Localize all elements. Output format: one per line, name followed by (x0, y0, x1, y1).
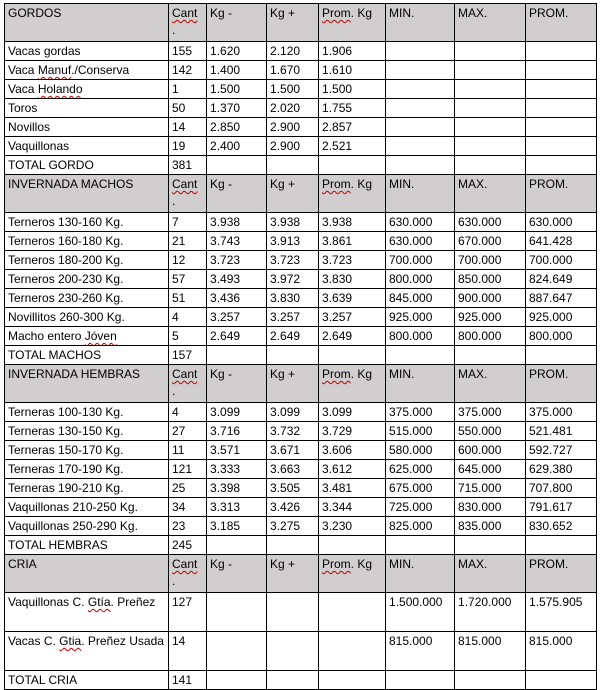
empty-cell (207, 156, 267, 175)
column-header: MAX. (455, 175, 526, 213)
row-value: 2.900 (267, 118, 319, 137)
row-label: Terneras 150-170 Kg. (5, 441, 169, 460)
row-value: 57 (169, 270, 207, 289)
row-value: 27 (169, 422, 207, 441)
row-value: 670.000 (455, 232, 526, 251)
column-header: MIN. (386, 175, 455, 213)
row-value: 2.521 (319, 137, 386, 156)
row-value: 925.000 (526, 308, 597, 327)
row-value: 2.857 (319, 118, 386, 137)
column-header: Kg + (267, 555, 319, 593)
row-value: 3.426 (267, 498, 319, 517)
row-value (386, 80, 455, 99)
column-header: Prom. Kg (319, 365, 386, 403)
row-label: Vacas gordas (5, 42, 169, 61)
row-value: 1.500 (319, 80, 386, 99)
row-value (526, 61, 597, 80)
row-label: Terneras 170-190 Kg. (5, 460, 169, 479)
row-value: 3.481 (319, 479, 386, 498)
column-header: PROM. (526, 555, 597, 593)
row-value: 12 (169, 251, 207, 270)
row-value (455, 137, 526, 156)
row-label: Novillitos 260-300 Kg. (5, 308, 169, 327)
row-label: Terneros 230-260 Kg. (5, 289, 169, 308)
row-value: 1 (169, 80, 207, 99)
empty-cell (319, 536, 386, 555)
row-value: 2.120 (267, 42, 319, 61)
row-value (267, 593, 319, 632)
empty-cell (386, 346, 455, 365)
row-value: 2.020 (267, 99, 319, 118)
row-label: Terneras 190-210 Kg. (5, 479, 169, 498)
row-value: 3.099 (319, 403, 386, 422)
total-value: 381 (169, 156, 207, 175)
row-value: 3.257 (207, 308, 267, 327)
row-value: 3.671 (267, 441, 319, 460)
empty-cell (319, 346, 386, 365)
section-header-row (5, 555, 597, 593)
row-value: 2.900 (267, 137, 319, 156)
row-value: 375.000 (386, 403, 455, 422)
row-value: 3.313 (207, 498, 267, 517)
row-value (455, 42, 526, 61)
empty-cell (455, 156, 526, 175)
row-value: 824.649 (526, 270, 597, 289)
table-row (5, 327, 597, 346)
row-value: 580.000 (386, 441, 455, 460)
row-value: 641.428 (526, 232, 597, 251)
row-value: 700.000 (386, 251, 455, 270)
row-value: 675.000 (386, 479, 455, 498)
spellcheck-word: Cant (172, 177, 198, 191)
section-title: INVERNADA HEMBRAS (5, 365, 169, 403)
row-value: 3.344 (319, 498, 386, 517)
table-row (5, 308, 597, 327)
row-value: 3.612 (319, 460, 386, 479)
row-value (526, 137, 597, 156)
total-row (5, 346, 597, 365)
column-header: Cant . (169, 365, 207, 403)
table-row (5, 61, 597, 80)
row-value: 815.000 (526, 632, 597, 671)
row-label: Terneras 130-150 Kg. (5, 422, 169, 441)
column-header: Prom. Kg (319, 555, 386, 593)
row-label: Toros (5, 99, 169, 118)
row-value (319, 632, 386, 671)
row-value: 887.647 (526, 289, 597, 308)
row-label: Terneros 130-160 Kg. (5, 213, 169, 232)
row-value: 3.743 (207, 232, 267, 251)
row-value: 1.500 (267, 80, 319, 99)
row-value: 900.000 (455, 289, 526, 308)
total-label: TOTAL MACHOS (5, 346, 169, 365)
row-value: 4 (169, 308, 207, 327)
total-value: 245 (169, 536, 207, 555)
row-label: Vaquillonas 250-290 Kg. (5, 517, 169, 536)
row-label: Terneros 200-230 Kg. (5, 270, 169, 289)
row-value: 600.000 (455, 441, 526, 460)
row-value: 4 (169, 403, 207, 422)
column-header: MAX. (455, 365, 526, 403)
row-value: 3.230 (319, 517, 386, 536)
row-value: 3.571 (207, 441, 267, 460)
total-label: TOTAL HEMBRAS (5, 536, 169, 555)
row-value: 155 (169, 42, 207, 61)
row-label: Vaquillonas C. Gtía. Preñez (5, 593, 169, 632)
row-value: 2.649 (267, 327, 319, 346)
column-header: Kg - (207, 365, 267, 403)
spellcheck-word: Cant (172, 367, 198, 381)
row-value: 521.481 (526, 422, 597, 441)
row-value (386, 118, 455, 137)
row-value: 845.000 (386, 289, 455, 308)
row-value (455, 80, 526, 99)
column-header: PROM. (526, 175, 597, 213)
row-value (455, 61, 526, 80)
column-header: MIN. (386, 4, 455, 42)
row-value: 815.000 (455, 632, 526, 671)
table-row (5, 270, 597, 289)
row-value: 121 (169, 460, 207, 479)
row-value: 592.727 (526, 441, 597, 460)
column-header: PROM. (526, 4, 597, 42)
table-row (5, 137, 597, 156)
row-value: 3.938 (319, 213, 386, 232)
row-value: 925.000 (386, 308, 455, 327)
row-value: 3.493 (207, 270, 267, 289)
spellcheck-word: Cant (172, 557, 198, 571)
row-value: 3.723 (207, 251, 267, 270)
empty-cell (526, 536, 597, 555)
row-value: 850.000 (455, 270, 526, 289)
table-row (5, 289, 597, 308)
table-row (5, 479, 597, 498)
column-header: Cant . (169, 175, 207, 213)
row-value (526, 118, 597, 137)
row-value: 630.000 (526, 213, 597, 232)
spellcheck-word: Gtia (59, 634, 82, 648)
row-value: 1.610 (319, 61, 386, 80)
empty-cell (386, 156, 455, 175)
column-header: Kg - (207, 175, 267, 213)
row-label: Vaca Holando (5, 80, 169, 99)
row-label: Terneras 100-130 Kg. (5, 403, 169, 422)
row-value: 800.000 (386, 327, 455, 346)
row-value: 3.257 (319, 308, 386, 327)
row-value: 630.000 (455, 213, 526, 232)
empty-cell (526, 156, 597, 175)
spellcheck-word: Prom (322, 6, 351, 20)
table-row (5, 232, 597, 251)
empty-cell (267, 671, 319, 690)
table-row (5, 441, 597, 460)
spellcheck-word: Holando (37, 82, 83, 96)
empty-cell (526, 346, 597, 365)
row-label: Novillos (5, 118, 169, 137)
row-value: 3.723 (319, 251, 386, 270)
total-row (5, 671, 597, 690)
row-value (386, 137, 455, 156)
row-label: Macho entero Jóven (5, 327, 169, 346)
row-value: 1.500.000 (386, 593, 455, 632)
empty-cell (455, 671, 526, 690)
row-value: 2.649 (319, 327, 386, 346)
row-value: 645.000 (455, 460, 526, 479)
row-value: 3.729 (319, 422, 386, 441)
section-title: CRIA (5, 555, 169, 593)
total-label: TOTAL GORDO (5, 156, 169, 175)
row-value: 142 (169, 61, 207, 80)
row-value: 630.000 (386, 213, 455, 232)
column-header: Kg + (267, 175, 319, 213)
row-value: 630.000 (386, 232, 455, 251)
total-value: 157 (169, 346, 207, 365)
total-label: TOTAL CRIA (5, 671, 169, 690)
row-value: 830.652 (526, 517, 597, 536)
row-value: 375.000 (526, 403, 597, 422)
row-value: 3.099 (267, 403, 319, 422)
spellcheck-word: Prom (322, 557, 351, 571)
empty-cell (207, 671, 267, 690)
row-value: 7 (169, 213, 207, 232)
row-value: 3.732 (267, 422, 319, 441)
row-value: 11 (169, 441, 207, 460)
row-label: Vacas C. Gtia. Preñez Usada (5, 632, 169, 671)
empty-cell (207, 346, 267, 365)
row-value: 3.185 (207, 517, 267, 536)
table-row (5, 593, 597, 632)
row-value (207, 632, 267, 671)
row-value: 725.000 (386, 498, 455, 517)
empty-cell (386, 536, 455, 555)
row-value: 3.398 (207, 479, 267, 498)
row-value: 800.000 (526, 327, 597, 346)
row-value: 830.000 (455, 498, 526, 517)
row-value: 3.505 (267, 479, 319, 498)
column-header: MIN. (386, 365, 455, 403)
empty-cell (319, 671, 386, 690)
spellcheck-word: Prom (322, 367, 351, 381)
empty-cell (455, 536, 526, 555)
row-value (526, 99, 597, 118)
column-header: MAX. (455, 555, 526, 593)
empty-cell (455, 346, 526, 365)
spellcheck-word: Jóven (84, 329, 117, 343)
row-value (267, 632, 319, 671)
row-value: 3.275 (267, 517, 319, 536)
table-row (5, 99, 597, 118)
column-header: Kg + (267, 365, 319, 403)
row-value (455, 118, 526, 137)
row-value: 1.906 (319, 42, 386, 61)
table-row (5, 118, 597, 137)
column-header: MIN. (386, 555, 455, 593)
row-label: Vaca Manuf./Conserva (5, 61, 169, 80)
row-label: Vaquillonas (5, 137, 169, 156)
row-value: 3.257 (267, 308, 319, 327)
row-value (526, 42, 597, 61)
total-value: 141 (169, 671, 207, 690)
row-value: 629.380 (526, 460, 597, 479)
empty-cell (207, 536, 267, 555)
row-value: 825.000 (386, 517, 455, 536)
row-value: 835.000 (455, 517, 526, 536)
row-value: 3.333 (207, 460, 267, 479)
empty-cell (267, 346, 319, 365)
row-value: 1.720.000 (455, 593, 526, 632)
table-row (5, 403, 597, 422)
row-value: 3.099 (207, 403, 267, 422)
empty-cell (526, 671, 597, 690)
row-value: 1.670 (267, 61, 319, 80)
row-value: 1.500 (207, 80, 267, 99)
row-value: 51 (169, 289, 207, 308)
spellcheck-word: Prom (322, 177, 351, 191)
row-value: 715.000 (455, 479, 526, 498)
table-row (5, 498, 597, 517)
table-row (5, 460, 597, 479)
table-row (5, 632, 597, 671)
row-value: 3.716 (207, 422, 267, 441)
row-value: 3.663 (267, 460, 319, 479)
spellcheck-word: Manuf (37, 63, 72, 77)
section-title: GORDOS (5, 4, 169, 42)
table-row (5, 213, 597, 232)
row-value: 515.000 (386, 422, 455, 441)
row-value: 700.000 (455, 251, 526, 270)
column-header: Cant . (169, 555, 207, 593)
table-row (5, 517, 597, 536)
row-value (526, 80, 597, 99)
row-value: 800.000 (455, 327, 526, 346)
empty-cell (267, 156, 319, 175)
column-header: Prom. Kg (319, 175, 386, 213)
row-value: 14 (169, 118, 207, 137)
row-label: Terneros 180-200 Kg. (5, 251, 169, 270)
section-header-row (5, 175, 597, 213)
empty-cell (319, 156, 386, 175)
row-value: 50 (169, 99, 207, 118)
row-value: 550.000 (455, 422, 526, 441)
row-value: 34 (169, 498, 207, 517)
row-label: Terneros 160-180 Kg. (5, 232, 169, 251)
row-value: 791.617 (526, 498, 597, 517)
table-row (5, 80, 597, 99)
empty-cell (386, 671, 455, 690)
column-header: Kg - (207, 4, 267, 42)
table-row (5, 42, 597, 61)
row-value: 925.000 (455, 308, 526, 327)
row-value: 1.755 (319, 99, 386, 118)
total-row (5, 536, 597, 555)
row-value: 1.620 (207, 42, 267, 61)
spellcheck-word: Cant (172, 6, 198, 20)
total-row (5, 156, 597, 175)
row-value: 14 (169, 632, 207, 671)
row-value: 3.639 (319, 289, 386, 308)
row-value: 2.649 (207, 327, 267, 346)
row-value: 375.000 (455, 403, 526, 422)
row-value: 3.861 (319, 232, 386, 251)
row-value: 19 (169, 137, 207, 156)
row-value: 25 (169, 479, 207, 498)
row-value: 21 (169, 232, 207, 251)
row-value (319, 593, 386, 632)
row-value: 707.800 (526, 479, 597, 498)
row-value: 3.436 (207, 289, 267, 308)
row-value: 1.400 (207, 61, 267, 80)
row-value (386, 61, 455, 80)
row-value: 3.830 (267, 289, 319, 308)
row-value: 3.938 (267, 213, 319, 232)
row-value: 2.850 (207, 118, 267, 137)
column-header: Cant . (169, 4, 207, 42)
column-header: PROM. (526, 365, 597, 403)
column-header: Prom. Kg (319, 4, 386, 42)
column-header: MAX. (455, 4, 526, 42)
table-row (5, 251, 597, 270)
row-value (455, 99, 526, 118)
row-value: 3.938 (207, 213, 267, 232)
row-value: 3.830 (319, 270, 386, 289)
row-value: 3.723 (267, 251, 319, 270)
row-value: 2.400 (207, 137, 267, 156)
column-header: Kg + (267, 4, 319, 42)
section-header-row (5, 4, 597, 42)
row-value (386, 99, 455, 118)
row-value: 1.370 (207, 99, 267, 118)
row-value: 3.913 (267, 232, 319, 251)
spellcheck-word: Gtía (87, 595, 111, 609)
row-value: 815.000 (386, 632, 455, 671)
row-value (207, 593, 267, 632)
row-value: 127 (169, 593, 207, 632)
row-label: Vaquillonas 210-250 Kg. (5, 498, 169, 517)
row-value: 23 (169, 517, 207, 536)
section-header-row (5, 365, 597, 403)
cattle-price-table (4, 3, 597, 690)
row-value: 3.972 (267, 270, 319, 289)
row-value: 700.000 (526, 251, 597, 270)
row-value: 800.000 (386, 270, 455, 289)
row-value: 3.606 (319, 441, 386, 460)
column-header: Kg - (207, 555, 267, 593)
empty-cell (267, 536, 319, 555)
section-title: INVERNADA MACHOS (5, 175, 169, 213)
row-value: 1.575.905 (526, 593, 597, 632)
row-value: 625.000 (386, 460, 455, 479)
table-row (5, 422, 597, 441)
row-value: 5 (169, 327, 207, 346)
row-value (386, 42, 455, 61)
